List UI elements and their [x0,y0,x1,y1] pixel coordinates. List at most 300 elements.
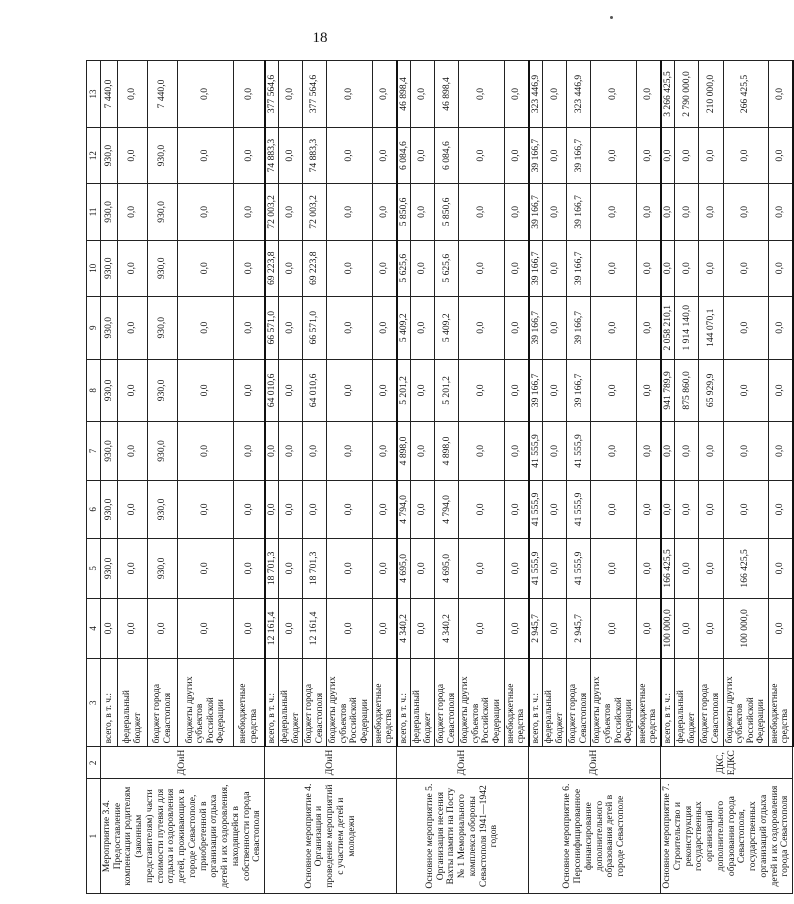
value-cell: 0,0 [636,61,661,128]
value-cell: 930,0 [148,359,178,422]
value-cell: 0,0 [459,184,504,240]
value-cell: 41 555,9 [567,539,591,599]
value-cell: 0,0 [699,127,723,183]
value-cell: 0,0 [178,480,234,538]
value-cell: 66 571,0 [303,296,327,359]
value-cell: 0,0 [504,296,529,359]
funding-source-cell: всего, в т. ч.: [397,659,411,747]
value-cell: 0,0 [675,127,699,183]
value-cell: 5 625,6 [435,240,459,296]
value-cell: 0,0 [768,422,793,480]
value-cell: 0,0 [543,359,567,422]
value-cell: 0,0 [411,296,435,359]
value-cell: 0,0 [327,422,372,480]
value-cell: 0,0 [543,598,567,659]
value-cell: 41 555,9 [567,480,591,538]
funding-source-cell: бюджеты других субъектов Российской Федерации [327,659,372,747]
value-cell: 0,0 [234,184,265,240]
funding-source-cell: федеральный бюджет [118,659,148,747]
value-cell: 3 266 425,5 [661,61,675,128]
table-row [397,61,411,894]
value-cell: 0,0 [411,127,435,183]
value-cell: 930,0 [148,184,178,240]
value-cell: 39 166,7 [567,296,591,359]
value-cell: 0,0 [178,359,234,422]
value-cell: 0,0 [543,539,567,599]
value-cell: 0,0 [675,598,699,659]
value-cell: 66 571,0 [265,296,279,359]
value-cell: 5 625,6 [397,240,411,296]
value-cell: 377 564,6 [303,61,327,128]
value-cell: 0,0 [303,422,327,480]
value-cell: 4 898,0 [435,422,459,480]
value-cell: 4 340,2 [435,598,459,659]
value-cell: 12 161,4 [303,598,327,659]
value-cell: 0,0 [178,422,234,480]
value-cell: 0,0 [327,184,372,240]
value-cell: 0,0 [459,61,504,128]
value-cell: 39 166,7 [529,296,543,359]
funding-source-cell: внебюджетные средства [768,659,793,747]
value-cell: 941 789,9 [661,359,675,422]
value-cell: 0,0 [661,127,675,183]
funding-table [86,60,794,894]
value-cell: 0,0 [279,240,303,296]
value-cell: 0,0 [675,240,699,296]
value-cell: 0,0 [327,539,372,599]
value-cell: 0,0 [234,598,265,659]
value-cell: 0,0 [411,598,435,659]
value-cell: 74 883,3 [303,127,327,183]
column-number-header: 6 [87,480,101,538]
value-cell: 0,0 [411,422,435,480]
value-cell: 0,0 [699,480,723,538]
value-cell: 41 555,9 [567,422,591,480]
value-cell: 39 166,7 [567,240,591,296]
value-cell: 0,0 [768,184,793,240]
activity-name-cell: Основное мероприятие 6. Персонифицированное финансирование дополнительного образования детей в городе Севастополе [529,779,661,894]
column-number-header: 4 [87,598,101,659]
funding-source-cell: всего, в т. ч.: [101,659,118,747]
value-cell: 0,0 [178,296,234,359]
value-cell: 0,0 [543,422,567,480]
value-cell: 0,0 [768,127,793,183]
value-cell: 41 555,9 [529,480,543,538]
value-cell: 0,0 [265,422,279,480]
value-cell: 0,0 [768,296,793,359]
value-cell: 0,0 [768,539,793,599]
value-cell: 46 898,4 [397,61,411,128]
value-cell: 0,0 [411,359,435,422]
column-number-header: 10 [87,240,101,296]
value-cell: 930,0 [101,127,118,183]
value-cell: 0,0 [327,480,372,538]
value-cell: 2 058 210,1 [661,296,675,359]
value-cell: 7 440,0 [148,61,178,128]
value-cell: 0,0 [591,598,636,659]
value-cell: 0,0 [279,296,303,359]
value-cell: 0,0 [459,359,504,422]
funding-source-cell: бюджеты других субъектов Российской Федерации [178,659,234,747]
value-cell: 41 555,9 [529,539,543,599]
value-cell: 0,0 [459,480,504,538]
value-cell: 0,0 [372,296,397,359]
value-cell: 0,0 [234,480,265,538]
value-cell: 6 084,6 [397,127,411,183]
value-cell: 0,0 [768,480,793,538]
funding-source-cell: бюджеты других субъектов Российской Федерации [459,659,504,747]
value-cell: 0,0 [723,127,768,183]
value-cell: 0,0 [504,598,529,659]
value-cell: 41 555,9 [529,422,543,480]
value-cell: 2 790 000,0 [675,61,699,128]
value-cell: 0,0 [699,598,723,659]
activity-name-cell: Мероприятие 3.4. Предоставление компенсации родителям (законным представителям) части стоимости путевки для отдыха и оздоровления детей, проживающих в городе Севастополе, приобретенной в организации отдыха детей и их оздоровления, находящейся в собственности города Севастополя [101,779,265,894]
funding-source-cell: внебюджетные средства [372,659,397,747]
value-cell: 5 201,2 [397,359,411,422]
value-cell: 0,0 [591,422,636,480]
value-cell: 100 000,0 [723,598,768,659]
value-cell: 12 161,4 [265,598,279,659]
value-cell: 0,0 [279,422,303,480]
value-cell: 39 166,7 [529,240,543,296]
value-cell: 0,0 [327,359,372,422]
value-cell: 64 010,6 [303,359,327,422]
value-cell: 0,0 [459,127,504,183]
rotated-table-sheet [86,60,791,894]
funding-source-cell: всего, в т. ч.: [265,659,279,747]
value-cell: 210 000,0 [699,61,723,128]
value-cell: 0,0 [723,240,768,296]
value-cell: 0,0 [118,359,148,422]
value-cell: 0,0 [768,598,793,659]
value-cell: 72 003,2 [265,184,279,240]
value-cell: 0,0 [234,422,265,480]
value-cell: 0,0 [591,539,636,599]
funding-source-cell: федеральный бюджет [543,659,567,747]
value-cell: 0,0 [118,127,148,183]
value-cell: 5 409,2 [435,296,459,359]
value-cell: 0,0 [148,598,178,659]
value-cell: 930,0 [101,422,118,480]
funding-source-cell: всего, в т. ч.: [661,659,675,747]
value-cell: 166 425,5 [661,539,675,599]
activity-name-cell: Основное мероприятие 7. Строительство и реконструкция государственных организаций дополнительного образования города Севастополя, государственных организаций отдыха детей и их оздоровления города Севастополя [661,779,793,894]
value-cell: 0,0 [118,296,148,359]
value-cell: 0,0 [723,480,768,538]
value-cell: 266 425,5 [723,61,768,128]
funding-source-cell: бюджет города Севастополя [435,659,459,747]
value-cell: 0,0 [118,61,148,128]
column-number-header: 7 [87,422,101,480]
funding-source-cell: федеральный бюджет [411,659,435,747]
column-number-header: 9 [87,296,101,359]
value-cell: 5 409,2 [397,296,411,359]
value-cell: 0,0 [543,296,567,359]
value-cell: 0,0 [327,598,372,659]
value-cell: 0,0 [178,598,234,659]
value-cell: 0,0 [661,240,675,296]
value-cell: 0,0 [636,359,661,422]
value-cell: 0,0 [699,184,723,240]
value-cell: 0,0 [411,184,435,240]
value-cell: 0,0 [372,184,397,240]
value-cell: 0,0 [636,296,661,359]
value-cell: 0,0 [327,296,372,359]
value-cell: 39 166,7 [529,127,543,183]
value-cell: 0,0 [234,539,265,599]
value-cell: 5 201,2 [435,359,459,422]
activity-name-cell: Основное мероприятие 5. Организация несения Вахты памяти на Посту № 1 Мемориального комплекса обороны Севастополя 1941—1942 годов [397,779,529,894]
value-cell: 0,0 [768,359,793,422]
value-cell: 0,0 [699,422,723,480]
funding-source-cell: бюджет города Севастополя [699,659,723,747]
value-cell: 930,0 [148,422,178,480]
value-cell: 0,0 [118,422,148,480]
value-cell: 69 223,8 [303,240,327,296]
value-cell: 0,0 [591,480,636,538]
value-cell: 39 166,7 [529,359,543,422]
value-cell: 930,0 [101,184,118,240]
value-cell: 2 945,7 [529,598,543,659]
value-cell: 166 425,5 [723,539,768,599]
column-number-header: 2 [87,747,101,779]
value-cell: 0,0 [279,127,303,183]
value-cell: 0,0 [543,480,567,538]
value-cell: 0,0 [118,480,148,538]
page-number: 18 [312,30,328,46]
value-cell: 930,0 [148,240,178,296]
value-cell: 64 010,6 [265,359,279,422]
value-cell: 0,0 [327,240,372,296]
value-cell: 0,0 [591,184,636,240]
value-cell: 0,0 [591,296,636,359]
value-cell: 0,0 [459,539,504,599]
value-cell: 0,0 [372,61,397,128]
value-cell: 0,0 [543,240,567,296]
value-cell: 930,0 [101,296,118,359]
value-cell: 0,0 [504,539,529,599]
value-cell: 0,0 [723,184,768,240]
value-cell: 930,0 [101,480,118,538]
value-cell: 0,0 [591,61,636,128]
value-cell: 0,0 [723,359,768,422]
value-cell: 930,0 [101,240,118,296]
funding-source-cell: бюджеты других субъектов Российской Федерации [591,659,636,747]
value-cell: 39 166,7 [567,184,591,240]
value-cell: 0,0 [279,61,303,128]
executor-cell: ДОиН [529,747,661,779]
value-cell: 0,0 [411,480,435,538]
value-cell: 72 003,2 [303,184,327,240]
value-cell: 0,0 [504,422,529,480]
value-cell: 930,0 [148,539,178,599]
value-cell: 0,0 [234,296,265,359]
value-cell: 144 070,1 [699,296,723,359]
value-cell: 0,0 [723,422,768,480]
value-cell: 46 898,4 [435,61,459,128]
value-cell: 0,0 [265,480,279,538]
value-cell: 0,0 [372,359,397,422]
value-cell: 0,0 [504,61,529,128]
value-cell: 0,0 [591,359,636,422]
value-cell: 5 850,6 [435,184,459,240]
value-cell: 39 166,7 [567,127,591,183]
value-cell: 377 564,6 [265,61,279,128]
value-cell: 18 701,3 [265,539,279,599]
value-cell: 0,0 [279,480,303,538]
value-cell: 0,0 [118,184,148,240]
value-cell: 0,0 [675,480,699,538]
value-cell: 0,0 [178,539,234,599]
column-number-header: 12 [87,127,101,183]
value-cell: 0,0 [636,240,661,296]
column-number-header: 1 [87,779,101,894]
value-cell: 0,0 [234,61,265,128]
value-cell: 0,0 [636,539,661,599]
value-cell: 4 898,0 [397,422,411,480]
value-cell: 39 166,7 [567,359,591,422]
value-cell: 0,0 [178,184,234,240]
scan-dot [610,16,613,19]
funding-source-cell: бюджет города Севастополя [567,659,591,747]
column-number-header: 11 [87,184,101,240]
table-row [265,61,279,894]
value-cell: 0,0 [303,480,327,538]
value-cell: 0,0 [504,127,529,183]
value-cell: 100 000,0 [661,598,675,659]
value-cell: 0,0 [459,296,504,359]
value-cell: 0,0 [372,539,397,599]
value-cell: 0,0 [636,127,661,183]
column-number-header: 8 [87,359,101,422]
value-cell: 74 883,3 [265,127,279,183]
activity-name-cell: Основное мероприятие 4. Организация и проведение мероприятий с участием детей и молодежи [265,779,397,894]
value-cell: 0,0 [372,127,397,183]
value-cell: 0,0 [118,598,148,659]
value-cell: 4 794,0 [397,480,411,538]
value-cell: 0,0 [101,598,118,659]
value-cell: 0,0 [768,61,793,128]
value-cell: 0,0 [118,539,148,599]
value-cell: 0,0 [327,61,372,128]
value-cell: 0,0 [504,184,529,240]
value-cell: 0,0 [372,480,397,538]
value-cell: 0,0 [675,539,699,599]
value-cell: 0,0 [178,127,234,183]
value-cell: 930,0 [101,539,118,599]
funding-source-cell: всего, в т. ч.: [529,659,543,747]
value-cell: 0,0 [504,240,529,296]
value-cell: 0,0 [118,240,148,296]
value-cell: 0,0 [178,61,234,128]
funding-source-cell: внебюджетные средства [504,659,529,747]
value-cell: 930,0 [148,296,178,359]
funding-source-cell: федеральный бюджет [279,659,303,747]
value-cell: 65 929,9 [699,359,723,422]
value-cell: 0,0 [699,539,723,599]
value-cell: 0,0 [723,296,768,359]
executor-cell: ДКС, ЕДКС [661,747,793,779]
value-cell: 0,0 [234,240,265,296]
value-cell: 0,0 [699,240,723,296]
value-cell: 4 340,2 [397,598,411,659]
value-cell: 0,0 [636,422,661,480]
column-number-header: 3 [87,659,101,747]
value-cell: 0,0 [661,422,675,480]
value-cell: 0,0 [591,240,636,296]
value-cell: 0,0 [591,127,636,183]
value-cell: 1 914 140,0 [675,296,699,359]
funding-source-cell: внебюджетные средства [234,659,265,747]
value-cell: 0,0 [279,184,303,240]
value-cell: 0,0 [279,598,303,659]
value-cell: 0,0 [543,61,567,128]
value-cell: 0,0 [327,127,372,183]
funding-source-cell: бюджеты других субъектов Российской Федерации [723,659,768,747]
value-cell: 0,0 [636,598,661,659]
executor-cell: ДОиН [265,747,397,779]
value-cell: 0,0 [661,480,675,538]
value-cell: 0,0 [675,184,699,240]
value-cell: 0,0 [372,598,397,659]
table-row [661,61,675,894]
column-number-header: 13 [87,61,101,128]
value-cell: 2 945,7 [567,598,591,659]
value-cell: 4 794,0 [435,480,459,538]
value-cell: 930,0 [148,127,178,183]
value-cell: 18 701,3 [303,539,327,599]
value-cell: 0,0 [543,184,567,240]
funding-source-cell: бюджет города Севастополя [148,659,178,747]
column-number-header: 5 [87,539,101,599]
funding-source-cell: внебюджетные средства [636,659,661,747]
value-cell: 39 166,7 [529,184,543,240]
value-cell: 323 446,9 [529,61,543,128]
table-row [529,61,543,894]
value-cell: 323 446,9 [567,61,591,128]
table-row [101,61,118,894]
value-cell: 0,0 [234,359,265,422]
value-cell: 0,0 [411,539,435,599]
value-cell: 0,0 [543,127,567,183]
value-cell: 7 440,0 [101,61,118,128]
value-cell: 4 695,0 [435,539,459,599]
value-cell: 0,0 [636,184,661,240]
funding-source-cell: бюджет города Севастополя [303,659,327,747]
value-cell: 0,0 [768,240,793,296]
value-cell: 0,0 [372,422,397,480]
header-row [87,61,101,894]
value-cell: 0,0 [411,240,435,296]
value-cell: 0,0 [279,539,303,599]
value-cell: 0,0 [178,240,234,296]
value-cell: 0,0 [234,127,265,183]
value-cell: 0,0 [675,422,699,480]
value-cell: 5 850,6 [397,184,411,240]
value-cell: 930,0 [148,480,178,538]
value-cell: 6 084,6 [435,127,459,183]
value-cell: 0,0 [459,422,504,480]
value-cell: 0,0 [459,240,504,296]
value-cell: 930,0 [101,359,118,422]
funding-source-cell: федеральный бюджет [675,659,699,747]
value-cell: 0,0 [459,598,504,659]
value-cell: 0,0 [279,359,303,422]
value-cell: 69 223,8 [265,240,279,296]
value-cell: 0,0 [636,480,661,538]
value-cell: 0,0 [661,184,675,240]
